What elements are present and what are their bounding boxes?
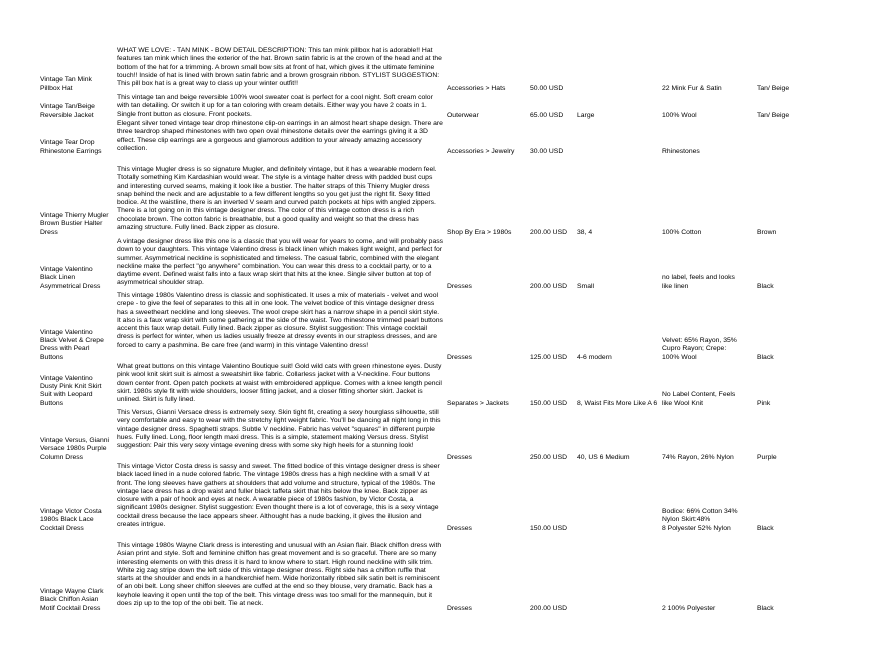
color-cell: Purple — [757, 453, 777, 461]
price-cell: 150.00 USD — [530, 399, 568, 407]
material-cell: 100% Cotton — [662, 228, 702, 236]
category-cell: Accessories > Hats — [447, 84, 506, 92]
material-cell: 74% Rayon, 26% Nylon — [662, 453, 734, 461]
size-cell: Small — [577, 282, 594, 290]
product-name-cell: Vintage Valentino Black Linen Asymmetrical Dress — [40, 266, 101, 290]
description-cell: Elegant silver toned vintage tear drop rhinestone clip-on earrings in an almost heart shape design. There are three teardrop shaped rhinestones with two open oval rhinestone details over the earrings giving it a 3D effect. These clip earrings are a gorgeous and glamorous addition to your already amazing accessory collection. — [117, 120, 443, 152]
price-cell: 150.00 USD — [530, 524, 568, 532]
color-cell: Brown — [757, 228, 777, 236]
description-cell: This vintage 1980s Valentino dress is classic and sophisticated. It uses a mix of materials - velvet and wool crepe - to give the feel of separates to this all in one look. The velvet bodice of this vintage designer dress has a sweetheart neckline and long sleeves. The wool crepe skirt has a narrow shape in a pencil skirt style. It also is a faux wrap skirt with some gathering at the side of the waist. Two rhinestone trimmed pearl buttons accent this faux wrap detail. Fully lined. Back zipper as closure. Stylist suggestion: This vintage cocktail dress is perfect for winter, when us ladies usually freeze at dressy events in our strapless dresses, and are forced to carry a pashmina. Be care free (and warm) in this vintage Valentino dress! — [117, 292, 443, 349]
product-name-cell: Vintage Tan/Beige Reversible Jacket — [40, 103, 95, 119]
table-row — [0, 120, 870, 156]
category-cell: Accessories > Jewelry — [447, 147, 515, 155]
table-row — [0, 166, 870, 237]
material-cell: Rhinestones — [662, 147, 700, 155]
price-cell: 125.00 USD — [530, 353, 568, 361]
category-cell: Dresses — [447, 524, 472, 532]
table-row — [0, 47, 870, 93]
category-cell: Shop By Era > 1980s — [447, 228, 512, 236]
product-name-cell: Vintage Thierry Mugler Brown Bustier Halter Dress — [40, 212, 109, 236]
material-cell: 2 100% Polyester — [662, 604, 716, 612]
table-row — [0, 463, 870, 533]
category-cell: Dresses — [447, 453, 472, 461]
size-cell: 8, Waist Fits More Like A 6 — [577, 399, 658, 407]
size-cell: Large — [577, 111, 595, 119]
product-name-cell: Vintage Victor Costa 1980s Black Lace Cocktail Dress — [40, 508, 102, 532]
category-cell: Outerwear — [447, 111, 479, 119]
color-cell: Tan/ Beige — [757, 111, 790, 119]
price-cell: 250.00 USD — [530, 453, 568, 461]
color-cell: Tan/ Beige — [757, 84, 790, 92]
category-cell: Dresses — [447, 282, 472, 290]
material-cell: no label, feels and looks like linen — [662, 274, 735, 290]
description-cell: What great buttons on this vintage Valentino Boutique suit! Gold wild cats with green rhinestone eyes. Dusty pink wool knit skirt suit is almost a sweatshirt like fabric. Collarless jacket with a V-neckline. Four buttons down center front. Open patch pockets at waist with embroidered applique. Comes with a knee length pencil skirt. 1980s style fit with wide shoulders, looser fitting jacket, and a closer fitting shorter skirt. Jacket is unlined. Skirt is fully lined. — [117, 363, 442, 404]
size-cell: 4-6 modern — [577, 353, 612, 361]
description-cell: This vintage Victor Costa dress is sassy and sweet. The fitted bodice of this vintage designer dress is sheer black laced lined in a nude colored fabric. The vintage 1980s dress has a high neckline with a small V at front. The long sleeves have gathers at shoulders that add volume and structure, typical of the 1980s. The vintage lace dress has a drop waist and fuller black taffeta skirt that hits below the knee. Back zipper as closure with a pair of hook and eyes at neck. A wearable piece of 1980s fashion, by Victor Costa, a significant 1980s designer. Stylist suggestion: Even thought there is a lot of coverage, this is a sexy vintage cocktail dress because the lace appears sheer. Althought has a nude backing, it gives the illusion and creates intrigue. — [117, 463, 440, 529]
color-cell: Black — [757, 282, 774, 290]
material-cell: No Label Content, Feels like Wool Knit — [662, 391, 736, 407]
color-cell: Black — [757, 604, 774, 612]
description-cell: A vintage designer dress like this one is a classic that you will wear for years to come, and will probably pass down to your daughters. This vintage Valentino dress is black linen which makes light weight, and perfect for summer. Asymmetrical neckline is sophisticated and timeless. The casual fabric, combined with the elegant neckline make the perfect "go anywhere" combination. You can wear this dress to a cocktail party, or to a daytime event. Defined waist falls into a faux wrap skirt that hits at the knee. Single silver button at top of asymmetrical shoulder strap. — [117, 238, 444, 287]
category-cell: Dresses — [447, 353, 472, 361]
color-cell: Black — [757, 353, 774, 361]
size-cell: 38, 4 — [577, 228, 593, 236]
price-cell: 50.00 USD — [530, 84, 564, 92]
price-cell: 200.00 USD — [530, 228, 568, 236]
description-cell: WHAT WE LOVE: - TAN MINK - BOW DETAIL DESCRIPTION: This tan mink pillbox hat is adorable!! Hat features tan mink which lines the exterior of the hat. Brown satin fabric is at the crown of the head and at the bottom of the hat for a trimming. A brown small bow sits at front of hat, which gives it the ultimate feminine touch!! Inside of hat is lined with brown satin fabric and a brown grosgrain ribbon. STYLIST SUGGESTION: This pill box hat is a great way to class up your winter outfit!! — [117, 47, 442, 88]
color-cell: Black — [757, 524, 774, 532]
category-cell: Dresses — [447, 604, 472, 612]
material-cell: Velvet: 65% Rayon, 35% Cupro Rayon; Crepe: 100% Wool — [662, 337, 737, 361]
description-cell: This Versus, Gianni Versace dress is extremely sexy. Skin tight fit, creating a sexy hourglass silhouette, still very comfortable and easy to wear with the stretchy light weight fabric. You'll be dancing all night long in this vintage designer dress. Spaghetti straps. Subtle V neckline. Fabric has velvet "squares" in different purple hues. Fully lined. Long, floor length maxi dress. This is a simple, statement making Versus dress. Stylist suggestion: Pair this very sexy vintage evening dress with some sky high heels for a stunning look! — [117, 409, 441, 450]
material-cell: 100% Wool — [662, 111, 697, 119]
table-row — [0, 292, 870, 362]
table-row — [0, 238, 870, 291]
size-cell: 40, US 6 Medium — [577, 453, 630, 461]
material-cell: Bodice: 66% Cotton 34% Nylon Skirt:48% 8 Polyester 52% Nylon — [662, 508, 738, 532]
color-cell: Pink — [757, 399, 771, 407]
product-name-cell: Vintage Valentino Black Velvet & Crepe Dress with Pearl Buttons — [40, 328, 104, 361]
description-cell: This vintage tan and beige reversible 100% wool sweater coat is perfect for a cool night. Soft cream color with tan detailing. Or switch it up for a tan coloring with cream details. Either way you have 2 coats in 1. Single front button as closure. Front pockets. — [117, 94, 433, 118]
description-cell: This vintage Mugler dress is so signature Mugler, and definitely vintage, but it has a wearable modern feel. Ttotally something Kim Kardashian would wear. The style is a vintage halter dress with padded bust cups and interesting curved seams, making it look like a bustier. The halter straps of this Thierry Mugler dress snap behind the neck and are adjustable to a few different lengths so you get just the right fit. Sexy fitted bodice. At the waistline, there is an inverted V seam and curved patch pockets at hips with angled zippers. There is a lot going on in this vintage designer dress. The color of this vintage cotton dress is a rich chocolate brown. The cotton fabric is breathable, but a good quality and weight so that the dress has amazing structure. Fully lined. Back zipper as closure. — [117, 166, 437, 232]
price-cell: 30.00 USD — [530, 147, 564, 155]
price-cell: 65.00 USD — [530, 111, 564, 119]
product-name-cell: Vintage Versus, Gianni Versace 1980s Purple Column Dress — [40, 437, 110, 461]
table-row — [0, 409, 870, 462]
product-name-cell: Vintage Tear Drop Rhinestone Earrings — [40, 139, 102, 155]
product-name-cell: Vintage Wayne Clark Black Chiffon Asian Motif Cocktail Dress — [40, 588, 104, 612]
material-cell: 22 Mink Fur & Satin — [662, 84, 722, 92]
price-cell: 200.00 USD — [530, 282, 568, 290]
price-cell: 200.00 USD — [530, 604, 568, 612]
table-row — [0, 363, 870, 408]
table-row — [0, 542, 870, 613]
product-name-cell: Vintage Tan Mink Pillbox Hat — [40, 76, 92, 92]
category-cell: Separates > Jackets — [447, 399, 509, 407]
table-row — [0, 94, 870, 120]
product-name-cell: Vintage Valentino Dusty Pink Knit Skirt Suit with Leopard Buttons — [40, 374, 102, 407]
description-cell: This vintage 1980s Wayne Clark dress is interesting and unusual with an Asian flair. Black chiffon dress with Asian print and style. Soft and feminine chiffon has great movement and is so graceful. There are so many interesting elements on with this dress it is hard to know where to start. High round neckline with silk trim. White zig zag stripe down the left side of this vintage designer dress. Right side has a chiffon ruffle that starts at the shoulder and ends in a handkerchief hem. Wide horizontally ribbed silk satin belt is reminiscent of an obi belt. Long sheer chiffon sleeves are cuffed at the end so they blouse, very dramatic. Back has a keyhole leaving it open until the top of the belt. This vintage dress was too small for the mannequin, but it does zip up to the top of the obi belt. Tie at neck. — [117, 542, 442, 608]
